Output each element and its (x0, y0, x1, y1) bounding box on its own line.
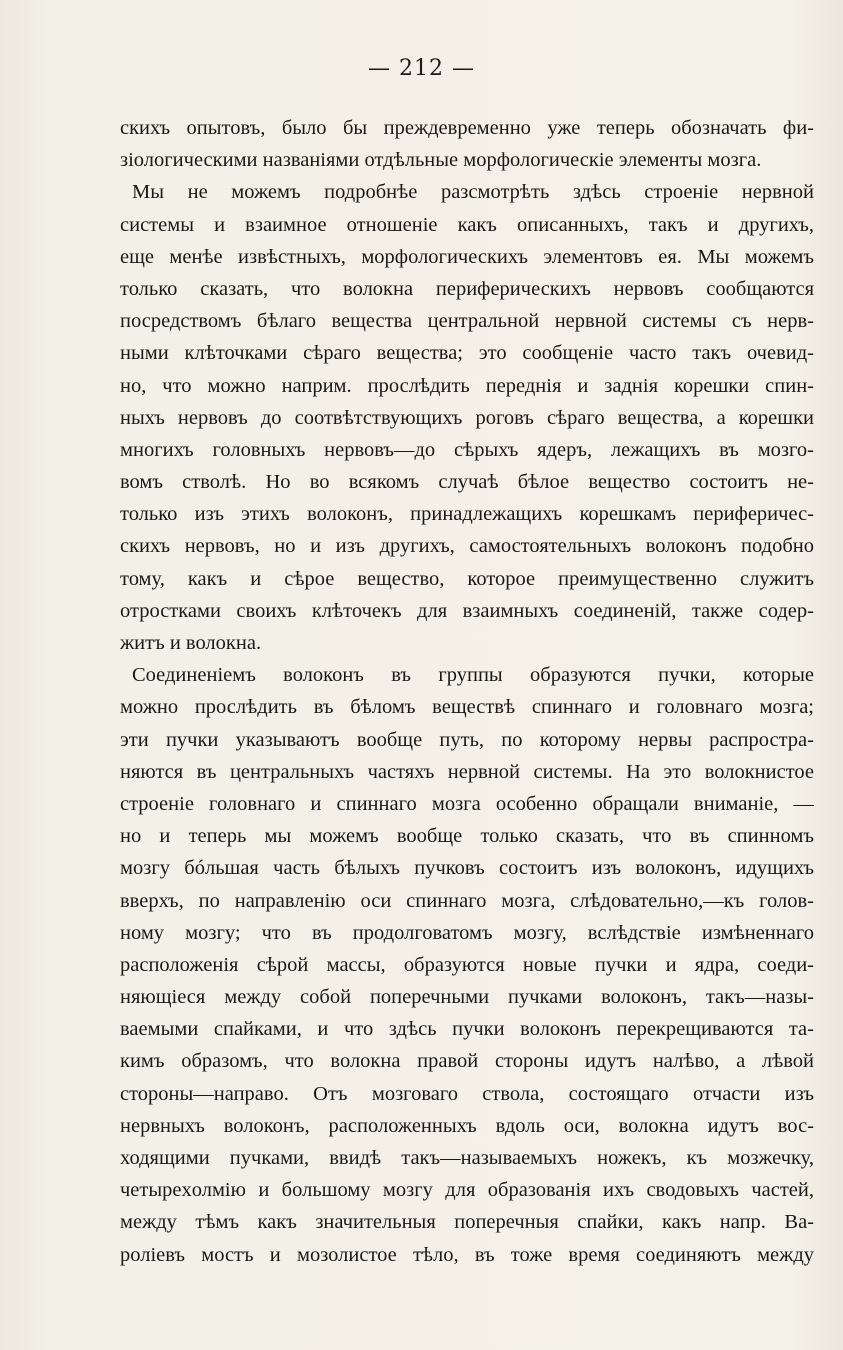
text-line: няются въ центральныхъ частяхъ нервной системы. На это волокнистое (120, 760, 814, 783)
text-line: мозгу бóльшая часть бѣлыхъ пучковъ состоитъ изъ волоконъ, идущихъ (120, 857, 814, 880)
text-line: системы и взаимное отношеніе какъ описанныхъ, такъ и другихъ, (120, 213, 814, 236)
text-line: ному мозгу; что въ продолговатомъ мозгу, вслѣдствіе измѣненнаго (120, 921, 814, 944)
text-line: Мы не можемъ подробнѣе разсмотрѣть здѣсь строеніе нервной (132, 181, 814, 204)
text-line: можно прослѣдить въ бѣломъ веществѣ спиннаго и головнаго мозга; (120, 696, 814, 719)
text-line: стороны—направо. Отъ мозговаго ствола, состоящаго отчасти изъ (120, 1082, 814, 1105)
text-line: няющіеся между собой поперечными пучками волоконъ, такъ—назы- (120, 986, 814, 1009)
body-text (120, 112, 814, 1271)
text-line: кимъ образомъ, что волокна правой стороны идутъ налѣво, а лѣвой (120, 1050, 814, 1073)
paragraph-1 (120, 112, 814, 176)
text-line: житъ и волокна. (120, 632, 262, 654)
text-line: ходящими пучками, ввидѣ такъ—называемыхъ ножекъ, къ мозжечку, (120, 1147, 814, 1169)
page-number: — 212 — (368, 56, 475, 81)
text-line: отростками своихъ клѣточекъ для взаимныхъ соединеній, также содер- (120, 599, 814, 622)
text-line: еще менѣе извѣстныхъ, морфологическихъ элементовъ ея. Мы можемъ (120, 245, 814, 268)
text-line: вверхъ, по направленію оси спиннаго мозга, слѣдовательно,—къ голов- (120, 889, 814, 912)
text-line: только изъ этихъ волоконъ, принадлежащихъ корешкамъ периферичес- (120, 503, 814, 526)
text-line: вомъ стволѣ. Но во всякомъ случаѣ бѣлое вещество состоитъ не- (120, 471, 814, 494)
text-line: зіологическими названіями отдѣльные морфологическіе элементы мозга. (120, 149, 762, 172)
text-line: ными клѣточками сѣраго вещества; это сообщеніе часто такъ очевид- (120, 342, 814, 365)
text-line: нервныхъ волоконъ, расположенныхъ вдоль оси, волокна идутъ вос- (120, 1114, 814, 1137)
paragraph-3 (120, 659, 814, 1271)
text-line: но и теперь мы можемъ вообще только сказать, что въ спинномъ (120, 825, 814, 848)
text-line: Соединеніемъ волоконъ въ группы образуются пучки, которые (132, 664, 814, 687)
text-line: строеніе головнаго и спиннаго мозга особенно обращали вниманіе, — (120, 792, 814, 815)
text-line: скихъ опытовъ, было бы преждевременно уже теперь обозначать фи- (120, 117, 814, 139)
text-line: ваемыми спайками, и что здѣсь пучки волоконъ перекрещиваются та- (120, 1018, 814, 1041)
text-line: скихъ нервовъ, но и изъ другихъ, самостоятельныхъ волоконъ подобно (120, 535, 814, 558)
text-line: роліевъ мостъ и мозолистое тѣло, въ тоже время соединяютъ между (120, 1243, 814, 1266)
text-line: четыреxолмію и большому мозгу для образованія ихъ сводовыхъ частей, (120, 1179, 814, 1202)
text-line: между тѣмъ какъ значительныя поперечныя спайки, какъ напр. Ва- (120, 1211, 814, 1234)
text-line: многихъ головныхъ нервовъ—до сѣрыхъ ядеръ, лежащихъ въ мозго- (120, 438, 814, 461)
text-line: ныхъ нервовъ до соотвѣтствующихъ роговъ сѣраго вещества, а корешки (120, 406, 814, 429)
text-line: но, что можно наприм. прослѣдить переднія и заднія корешки спин- (120, 374, 814, 397)
text-line: эти пучки указываютъ вообще путь, по которому нервы распростра- (120, 728, 814, 751)
text-line: только сказать, что волокна периферическихъ нервовъ сообщаются (120, 277, 814, 300)
text-line: расположенія сѣрой массы, образуются новые пучки и ядра, соеди- (120, 953, 814, 976)
text-line: тому, какъ и сѣрое вещество, которое преимущественно служитъ (120, 567, 814, 590)
text-line: посредствомъ бѣлаго вещества центральной нервной системы съ нерв- (120, 310, 814, 333)
paragraph-2 (120, 176, 814, 659)
